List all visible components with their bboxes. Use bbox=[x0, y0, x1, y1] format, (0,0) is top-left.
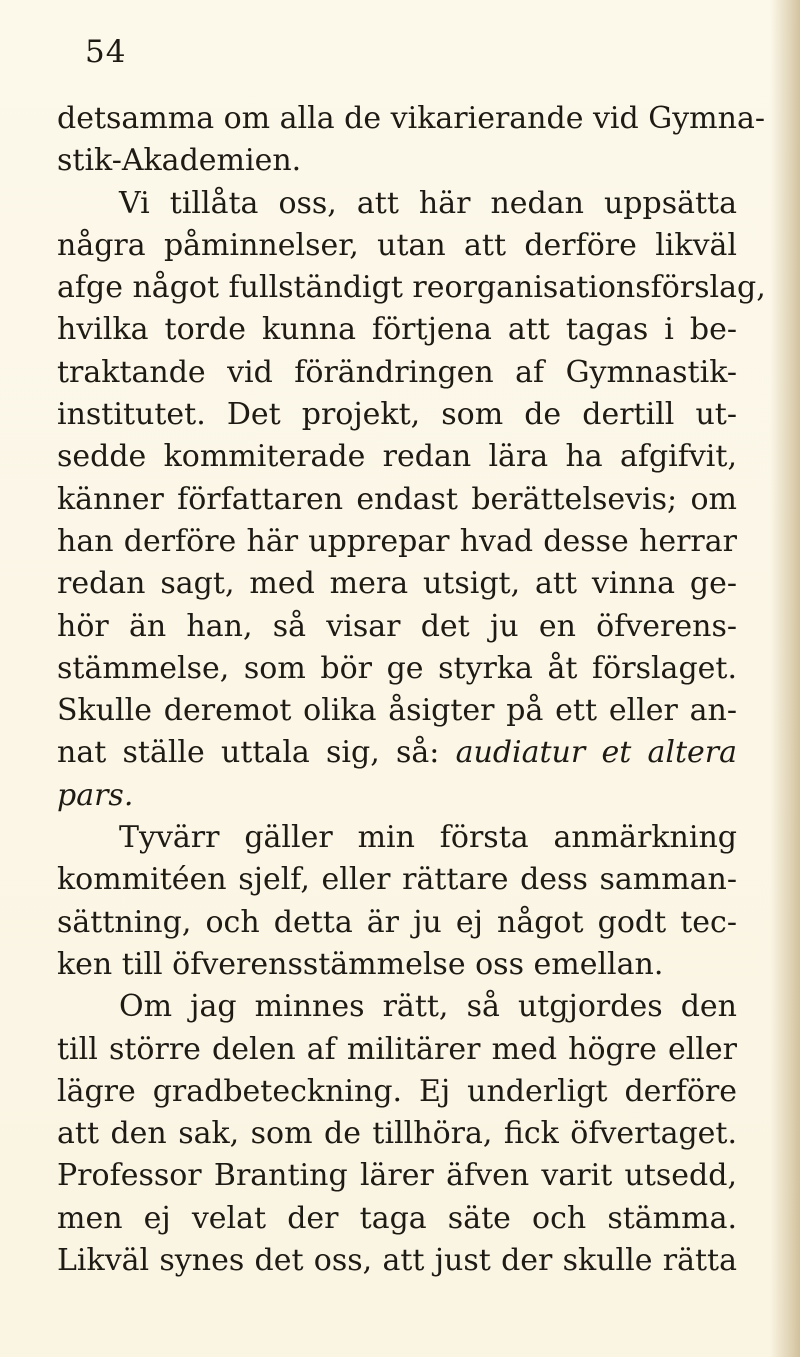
line-text: Tyvärr gäller min första anmärkning bbox=[119, 820, 737, 856]
line-text: Skulle deremot olika åsigter på ett eller an- bbox=[57, 693, 737, 729]
line-text: Om jag minnes rätt, så utgjordes den bbox=[119, 989, 737, 1025]
line-text: att den sak, som de tillhöra, fick öfvertaget. bbox=[57, 1116, 737, 1152]
line-text: stämmelse, som bör ge styrka åt förslaget. bbox=[57, 650, 737, 686]
text-line bbox=[57, 98, 765, 140]
line-text: han derföre här upprepar hvad desse herrar bbox=[57, 523, 737, 559]
text-line bbox=[57, 817, 737, 859]
line-text: några påminnelser, utan att derföre likväl bbox=[57, 227, 737, 263]
text-line bbox=[57, 648, 737, 690]
line-text: Professor Branting lärer äfven varit utsedd, bbox=[57, 1158, 737, 1194]
text-line bbox=[57, 563, 737, 605]
text-line bbox=[57, 352, 737, 394]
text-line bbox=[57, 1155, 737, 1197]
text-line bbox=[57, 902, 737, 944]
line-text: men ej velat der taga säte och stämma. bbox=[57, 1200, 737, 1236]
line-text: stik-Akademien. bbox=[57, 143, 302, 179]
text-line bbox=[57, 479, 737, 521]
text-line bbox=[57, 1240, 737, 1282]
line-text: känner författaren endast berättelsevis; om bbox=[57, 481, 737, 517]
line-text: sättning, och detta är ju ej något godt tec- bbox=[57, 904, 737, 940]
line-text: hör än han, så visar det ju en öfverens- bbox=[57, 608, 737, 644]
line-italic-text: audiatur et altera bbox=[455, 735, 737, 771]
text-line bbox=[57, 986, 737, 1028]
line-text: till större delen af militärer med högre eller bbox=[57, 1031, 737, 1067]
text-line bbox=[57, 732, 737, 774]
text-line bbox=[57, 1029, 737, 1071]
text-line bbox=[57, 606, 737, 648]
text-line bbox=[57, 309, 737, 351]
line-text: afge något fullständigt reorganisationsförslag, bbox=[57, 270, 766, 306]
text-line bbox=[57, 394, 737, 436]
text-line bbox=[57, 225, 737, 267]
line-text: traktande vid förändringen af Gymnastik- bbox=[57, 354, 737, 390]
text-line bbox=[57, 859, 737, 901]
line-text: sedde kommiterade redan lära ha afgifvit, bbox=[57, 439, 737, 475]
text-line bbox=[57, 267, 766, 309]
text-line bbox=[57, 140, 737, 182]
text-line bbox=[57, 690, 737, 732]
line-text: institutet. Det projekt, som de dertill ut- bbox=[57, 397, 737, 433]
line-text: Likväl synes det oss, att just der skulle rätta bbox=[57, 1243, 737, 1279]
text-line bbox=[57, 1113, 737, 1155]
line-text: lägre gradbeteckning. Ej underligt derföre bbox=[57, 1073, 737, 1109]
line-text: Vi tillåta oss, att här nedan uppsätta bbox=[119, 185, 737, 221]
line-text: detsamma om alla de vikarierande vid Gymna- bbox=[57, 101, 765, 136]
page-number: 54 bbox=[85, 34, 127, 70]
line-text: ken till öfverensstämmelse oss emellan. bbox=[57, 946, 664, 982]
text-line bbox=[57, 436, 737, 478]
line-text: nat ställe uttala sig, så: bbox=[57, 735, 440, 771]
line-text: hvilka torde kunna förtjena att tagas i be- bbox=[57, 312, 737, 348]
text-line bbox=[57, 1198, 737, 1240]
text-line bbox=[57, 1071, 737, 1113]
text-line bbox=[57, 521, 737, 563]
line-text: redan sagt, med mera utsigt, att vinna ge- bbox=[57, 566, 737, 602]
body-text bbox=[57, 98, 766, 1282]
text-line bbox=[57, 775, 737, 817]
text-line bbox=[57, 944, 737, 986]
line-italic-text: pars. bbox=[57, 777, 134, 813]
line-text: kommitéen sjelf, eller rättare dess samman- bbox=[57, 862, 737, 898]
text-line bbox=[57, 183, 737, 225]
